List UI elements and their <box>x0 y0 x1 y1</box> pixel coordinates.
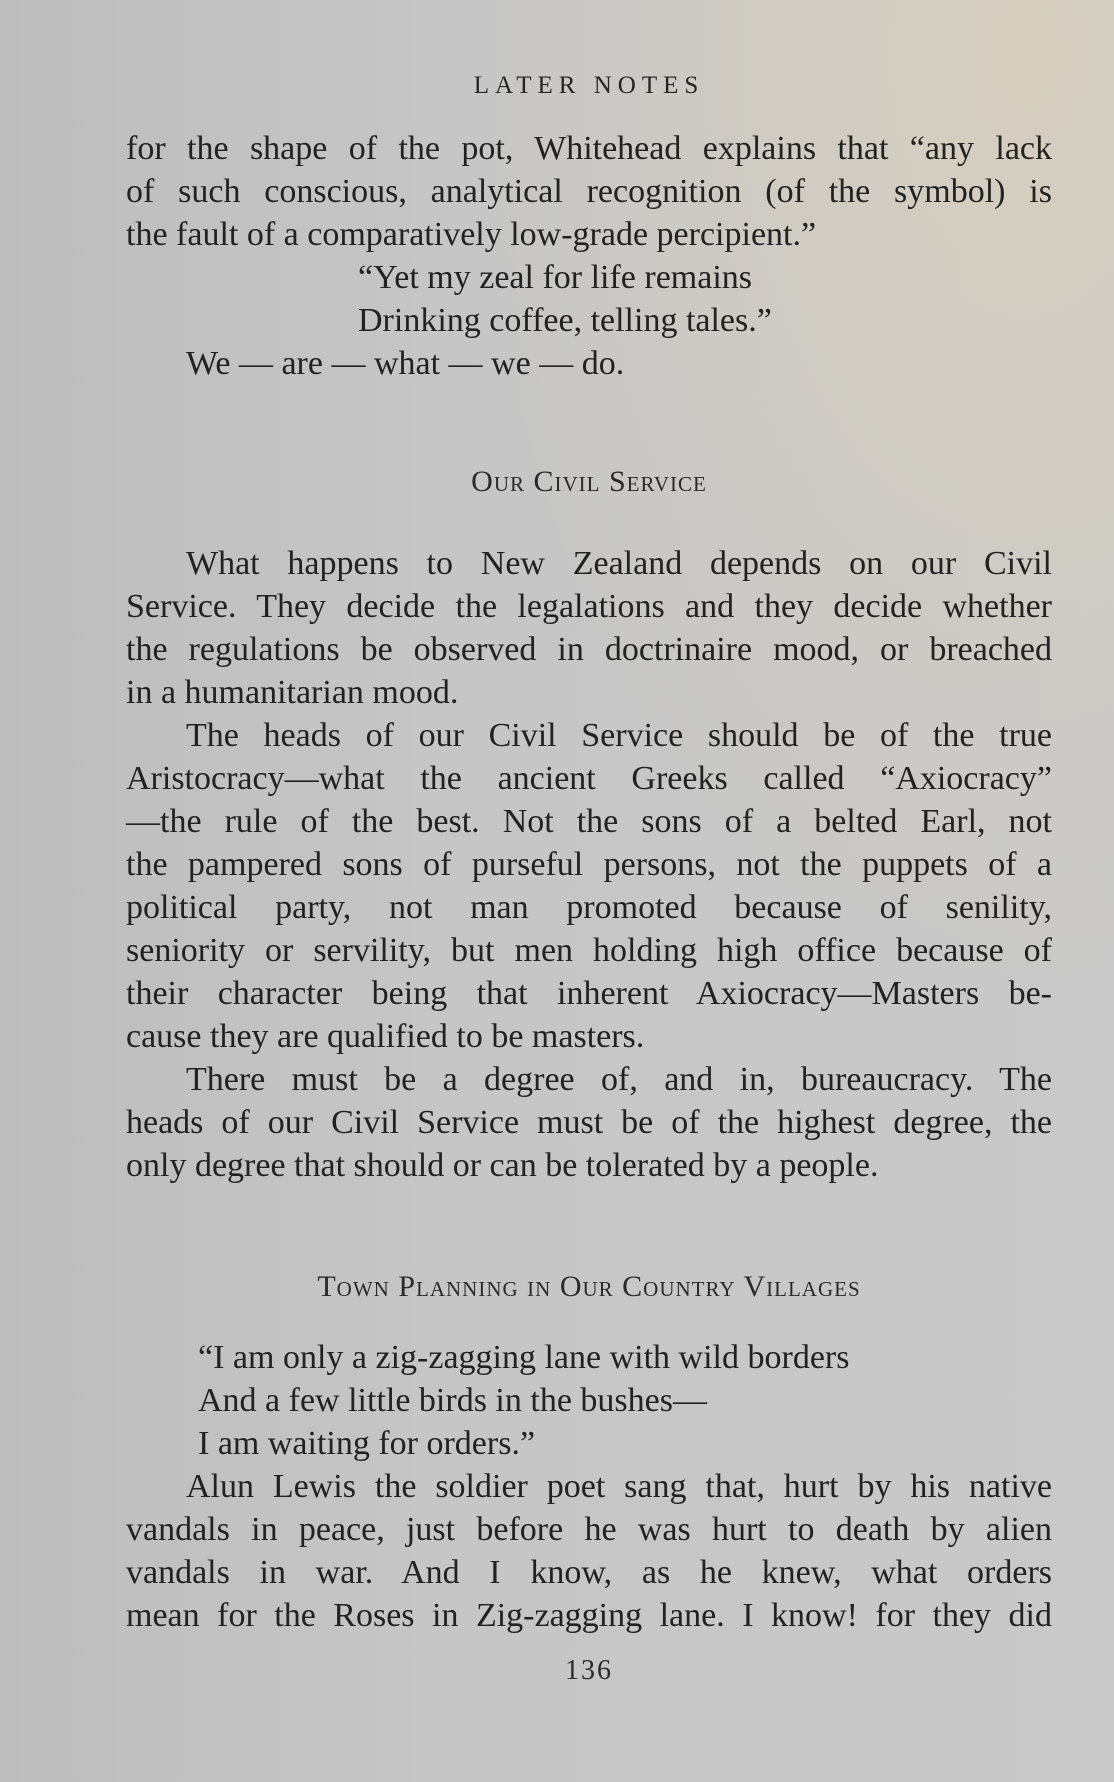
text-line: in a humanitarian mood. <box>126 674 459 711</box>
text-line: The heads of our Civil Service should be of the true <box>186 717 1052 754</box>
verse-line: “Yet my zeal for life remains <box>358 259 753 296</box>
text-line: —the rule of the best. Not the sons of a belted Earl, not <box>126 803 1052 840</box>
text-line: heads of our Civil Service must be of the highest degree, the <box>126 1104 1052 1141</box>
section2-verse <box>198 1336 1018 1465</box>
text-line: their character being that inherent Axiocracy—Masters be- <box>126 975 1052 1012</box>
text-line: of such conscious, analytical recognition (of the symbol) is <box>126 173 1052 210</box>
section1-body <box>126 542 1052 1187</box>
text-line: only degree that should or can be tolerated by a people. <box>126 1147 879 1184</box>
text-line: the pampered sons of purseful persons, not the puppets of a <box>126 846 1052 883</box>
text-line: cause they are qualified to be masters. <box>126 1018 645 1055</box>
text-line: Aristocracy—what the ancient Greeks called “Axiocracy” <box>126 760 1052 797</box>
text-line: vandals in war. And I know, as he knew, what orders <box>126 1554 1052 1591</box>
text-line: There must be a degree of, and in, bureaucracy. The <box>186 1061 1052 1098</box>
section2-body <box>126 1465 1052 1637</box>
verse-line: I am waiting for orders.” <box>198 1425 536 1462</box>
text-line: for the shape of the pot, Whitehead explains that “any lack <box>126 130 1052 167</box>
running-header: LATER NOTES <box>473 72 705 99</box>
section-heading-civil-service: Our Civil Service <box>471 465 707 498</box>
text-line: vandals in peace, just before he was hurt to death by alien <box>126 1511 1052 1548</box>
top-prose <box>126 127 1052 256</box>
section-heading-town-planning: Town Planning in Our Country Villages <box>317 1270 861 1303</box>
verse-line: “I am only a zig-zagging lane with wild borders <box>198 1339 850 1376</box>
motto-line: We — are — what — we — do. <box>186 345 625 382</box>
text-line: Alun Lewis the soldier poet sang that, hurt by his native <box>186 1468 1052 1505</box>
verse-line: Drinking coffee, telling tales.” <box>358 302 772 339</box>
text-line: the regulations be observed in doctrinaire mood, or breached <box>126 631 1052 668</box>
text-line: Service. They decide the legalations and they decide whether <box>126 588 1052 625</box>
text-line: the fault of a comparatively low-grade percipient.” <box>126 216 817 253</box>
text-line: political party, not man promoted because of senility, <box>126 889 1052 926</box>
top-verse <box>358 256 958 342</box>
book-page <box>126 0 1052 1782</box>
text-line: mean for the Roses in Zig-zagging lane. I know! for they did <box>126 1597 1052 1634</box>
motto <box>186 342 886 385</box>
text-line: What happens to New Zealand depends on our Civil <box>186 545 1052 582</box>
text-line: seniority or servility, but men holding high office because of <box>126 932 1052 969</box>
page-number: 136 <box>565 1655 613 1686</box>
verse-line: And a few little birds in the bushes— <box>198 1382 707 1419</box>
